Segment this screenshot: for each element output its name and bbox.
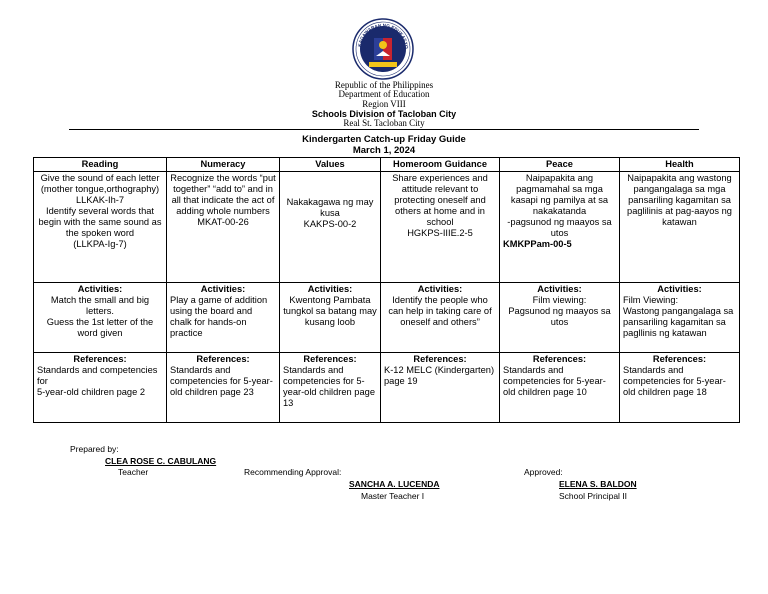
document-title: Kindergarten Catch-up Friday Guide: [302, 134, 466, 145]
objective-health: Naipapakita ang wastong pangangalaga sa mga pansariling kagamitan sa paglilinis at pag-aayos ng katawan: [620, 172, 740, 283]
prepared-by-label: Prepared by:: [70, 444, 119, 454]
activities-health: Activities: Film Viewing: Wastong pangangalaga sa pansariling kagamitan sa pagllinis ng katawan: [620, 283, 740, 353]
header-line-region: Region VIII: [362, 99, 406, 109]
column-header-homeroom-guidance: Homeroom Guidance: [381, 158, 500, 172]
header-line-department: Department of Education: [338, 89, 430, 99]
objective-values: Nakakagawa ng may kusa KAKPS-00-2: [280, 172, 381, 283]
header-rule: [69, 129, 699, 130]
document-date: March 1, 2024: [352, 145, 416, 156]
activities-row: [34, 283, 740, 353]
column-header-numeracy: Numeracy: [167, 158, 280, 172]
objective-homeroom-guidance: Share experiences and attitude relevant to protecting oneself and others at home and in school HGKPS-IIIE.2-5: [381, 172, 500, 283]
column-header-reading: Reading: [34, 158, 167, 172]
prepared-by-title: Teacher: [118, 467, 149, 477]
column-header-health: Health: [620, 158, 740, 172]
references-row: [34, 353, 740, 423]
recommending-approval-title: Master Teacher I: [361, 491, 425, 501]
prepared-by-name: CLEA ROSE C. CABULANG: [105, 456, 217, 466]
activities-reading: Activities: Match the small and big letters. Guess the 1st letter of the word given: [34, 283, 167, 353]
header-line-republic: Republic of the Philippines: [334, 80, 434, 90]
objective-peace: Naipapakita ang pagmamahal sa mga kasapi ng pamilya at sa nakakatanda -pagsunod ng maayos sa utos KMKPPam-00-5: [500, 172, 620, 283]
references-numeracy: References: Standards and competencies for 5-year-old children page 23: [167, 353, 280, 423]
column-header-values: Values: [280, 158, 381, 172]
approved-label: Approved:: [524, 467, 563, 477]
references-homeroom-guidance: References: K-12 MELC (Kindergarten) page 19: [381, 353, 500, 423]
activities-homeroom-guidance: Activities: Identify the people who can help in taking care of oneself and others”: [381, 283, 500, 353]
header-address: Real St. Tacloban City: [343, 118, 425, 128]
deped-seal-logo: [352, 18, 414, 80]
catch-up-guide-table: [33, 157, 740, 423]
activities-values: Activities: Kwentong Pambata tungkol sa batang may kusang loob: [280, 283, 381, 353]
recommending-approval-label: Recommending Approval:: [244, 467, 342, 477]
header-division: Schools Division of Tacloban City: [311, 109, 457, 119]
objective-numeracy: Recognize the words “put together” “add to” and in all that indicate the act of adding whole numbers MKAT-00-26: [167, 172, 280, 283]
objective-reading: Give the sound of each letter (mother tongue,orthography) LLKAK-Ih-7 Identify several words that begin with the same sound as the spoken word (LLKPA-Ig-7): [34, 172, 167, 283]
activities-peace: Activities: Film viewing: Pagsunod ng maayos sa utos: [500, 283, 620, 353]
objectives-row: [34, 172, 740, 283]
references-peace: References: Standards and competencies for 5-year-old children page 10: [500, 353, 620, 423]
references-health: References: Standards and competencies for 5-year-old children page 18: [620, 353, 740, 423]
references-values: References: Standards and competencies for 5-year-old children page 13: [280, 353, 381, 423]
seal-text: KAGAWARAN NG EDUKASYO: [357, 22, 410, 49]
references-reading: References: Standards and competencies for 5-year-old children page 2: [34, 353, 167, 423]
approved-name: ELENA S. BALDON: [559, 479, 637, 489]
column-header-peace: Peace: [500, 158, 620, 172]
approved-title: School Principal II: [559, 491, 628, 501]
table-header-row: [34, 158, 740, 172]
recommending-approval-name: SANCHA A. LUCENDA: [349, 479, 440, 489]
activities-numeracy: Activities: Play a game of addition using the board and chalk for hands-on practice: [167, 283, 280, 353]
peace-code: KMKPPam-00-5: [503, 239, 572, 249]
